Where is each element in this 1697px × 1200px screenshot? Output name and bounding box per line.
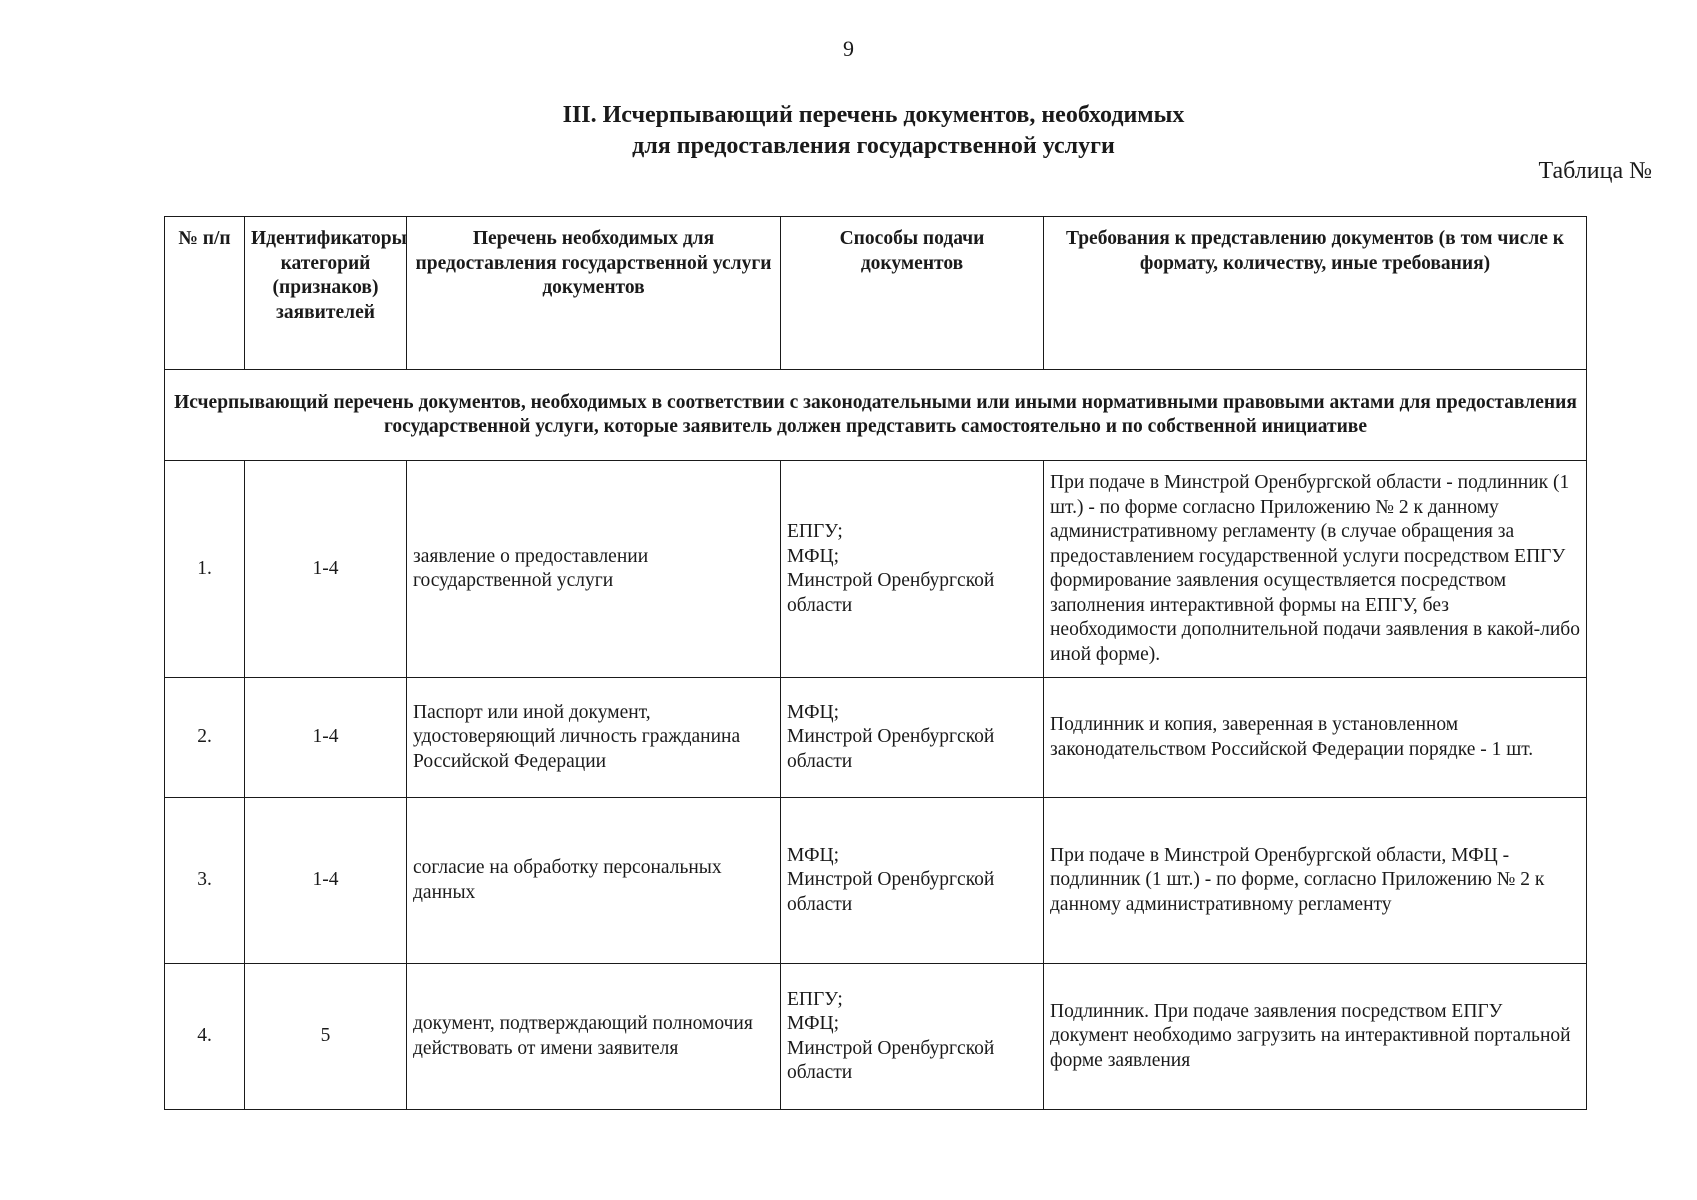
header-requirements: Требования к представлению документов (в том числе к формату, количеству, иные требования) bbox=[1044, 217, 1587, 370]
row-number: 3. bbox=[165, 798, 245, 964]
method-item: МФЦ; bbox=[787, 701, 839, 723]
method-item: Минстрой Оренбургской области bbox=[787, 1037, 995, 1083]
header-categories: Идентификаторы категорий (признаков) заявителей bbox=[245, 217, 407, 370]
method-item: МФЦ; bbox=[787, 545, 839, 567]
section-heading-row bbox=[165, 370, 1587, 461]
row-number: 1. bbox=[165, 461, 245, 678]
row-methods bbox=[781, 461, 1044, 678]
row-number: 4. bbox=[165, 964, 245, 1110]
method-item: Минстрой Оренбургской области bbox=[787, 726, 995, 772]
row-document: заявление о предоставлении государственной услуги bbox=[407, 461, 781, 678]
row-categories: 1-4 bbox=[245, 678, 407, 798]
section-title bbox=[0, 100, 1697, 162]
method-item: Минстрой Оренбургской области bbox=[787, 570, 995, 616]
method-item: ЕПГУ; bbox=[787, 521, 843, 542]
row-requirements: Подлинник. При подаче заявления посредством ЕПГУ документ необходимо загрузить на интерактивной портальной форме заявления bbox=[1044, 964, 1587, 1110]
row-document: согласие на обработку персональных данных bbox=[407, 798, 781, 964]
row-categories: 5 bbox=[245, 964, 407, 1110]
header-number: № п/п bbox=[165, 217, 245, 370]
row-methods bbox=[781, 798, 1044, 964]
row-number: 2. bbox=[165, 678, 245, 798]
row-document: документ, подтверждающий полномочия действовать от имени заявителя bbox=[407, 964, 781, 1110]
header-submission-methods: Способы подачи документов bbox=[781, 217, 1044, 370]
row-document: Паспорт или иной документ, удостоверяющий личность гражданина Российской Федерации bbox=[407, 678, 781, 798]
row-requirements: При подаче в Минстрой Оренбургской области - подлинник (1 шт.) - по форме согласно Приложению № 2 к данному административному регламенту (в случае обращения за предоставлением государственной услуги посредством ЕПГУ формирование заявления осуществляется посредством заполнения интерактивной формы на ЕПГУ, без необходимости дополнительной подачи заявления в какой-либо иной форме). bbox=[1044, 461, 1587, 678]
method-item: МФЦ; bbox=[787, 844, 839, 866]
table-row bbox=[165, 678, 1587, 798]
row-methods bbox=[781, 678, 1044, 798]
page-number: 9 bbox=[843, 36, 854, 61]
method-item: МФЦ; bbox=[787, 1013, 839, 1034]
header-documents: Перечень необходимых для предоставления государственной услуги документов bbox=[407, 217, 781, 370]
row-requirements: Подлинник и копия, заверенная в установленном законодательством Российской Федерации порядке - 1 шт. bbox=[1044, 678, 1587, 798]
table-row bbox=[165, 461, 1587, 678]
method-item: Минстрой Оренбургской области bbox=[787, 869, 995, 915]
row-requirements: При подаче в Минстрой Оренбургской области, МФЦ - подлинник (1 шт.) - по форме, согласно Приложению № 2 к данному административному регламенту bbox=[1044, 798, 1587, 964]
row-categories: 1-4 bbox=[245, 798, 407, 964]
table-label: Таблица № bbox=[1538, 158, 1652, 184]
row-methods bbox=[781, 964, 1044, 1110]
table-row bbox=[165, 798, 1587, 964]
section-title-line-1: III. Исчерпывающий перечень документов, необходимых bbox=[562, 102, 1185, 128]
section-title-line-2: для предоставления государственной услуги bbox=[632, 133, 1115, 159]
method-item: ЕПГУ; bbox=[787, 988, 843, 1010]
documents-table bbox=[164, 216, 1587, 1110]
section-heading: Исчерпывающий перечень документов, необходимых в соответствии с законодательными или иными нормативными правовыми актами для предоставления государственной услуги, которые заявитель должен представить самостоятельно и по собственной инициативе bbox=[165, 370, 1587, 461]
table-row bbox=[165, 964, 1587, 1110]
table-header-row bbox=[165, 217, 1587, 370]
row-categories: 1-4 bbox=[245, 461, 407, 678]
